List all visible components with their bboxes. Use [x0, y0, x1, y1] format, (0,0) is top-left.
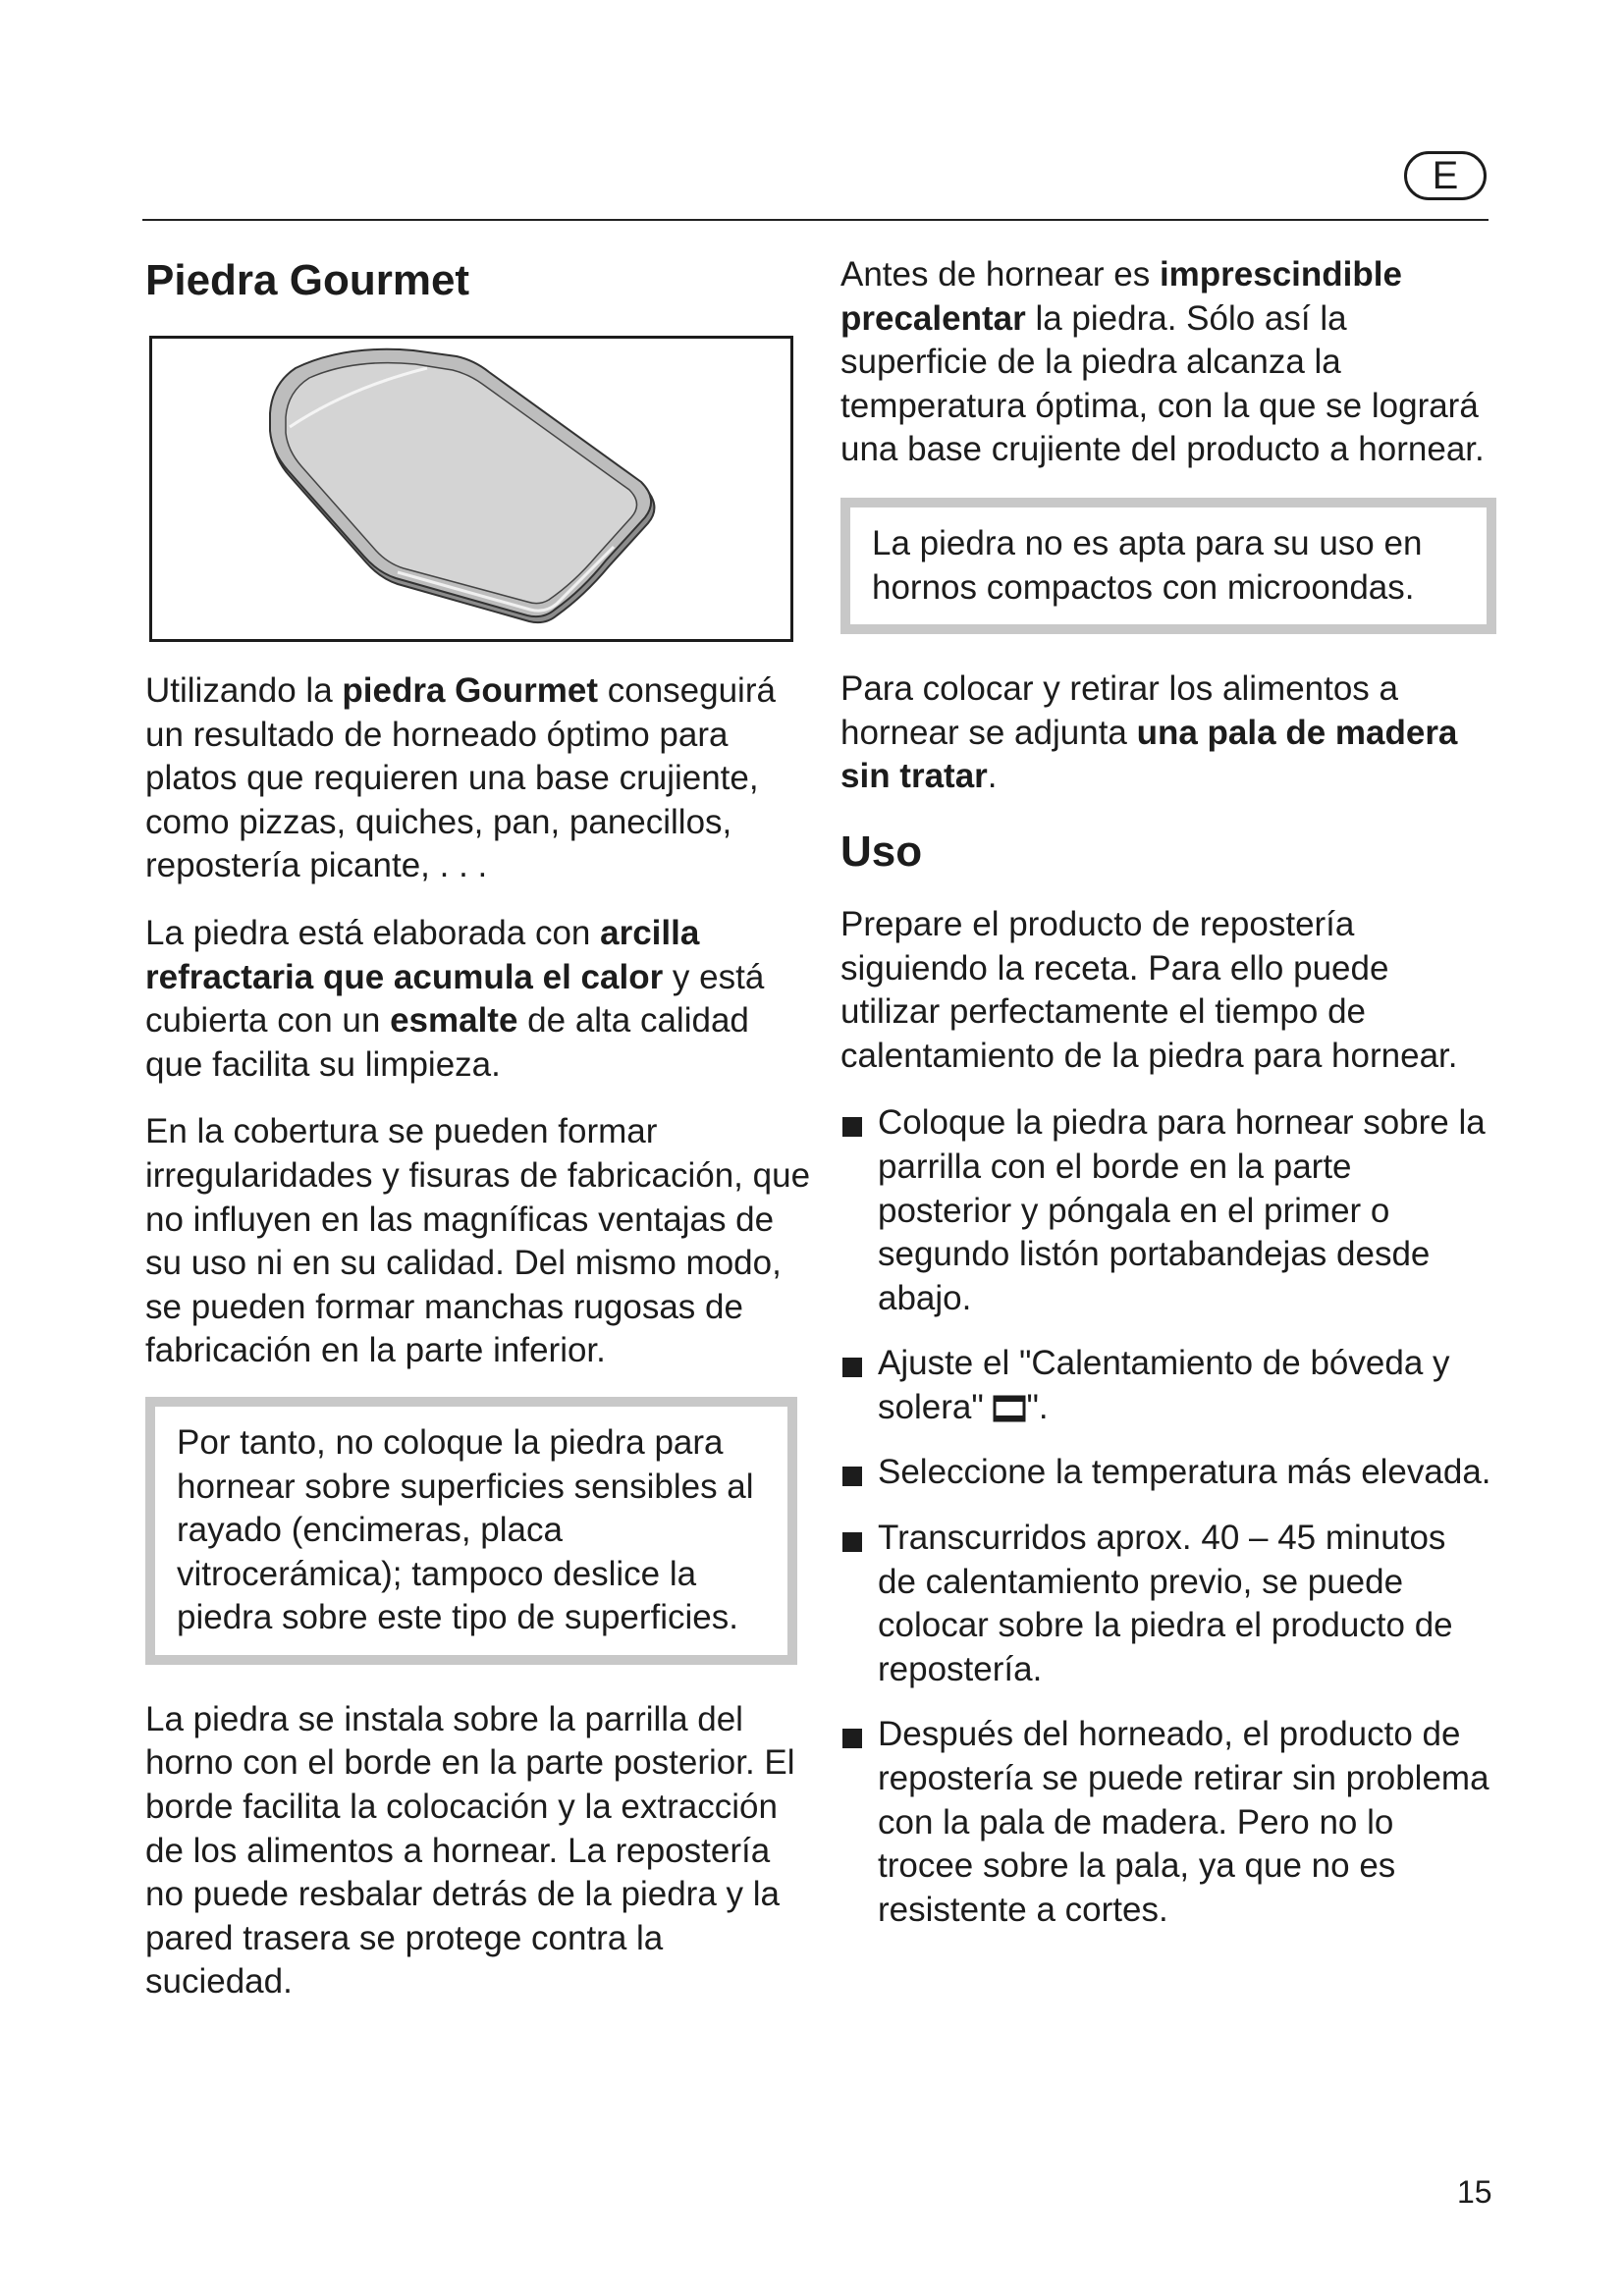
right-column [840, 253, 1493, 1953]
list-item: Después del horneado, el producto de repostería se puede retirar sin problema con la pala de madera. Pero no lo trocee sobre la pala, ya que no es resistente a cortes. [840, 1713, 1493, 1932]
preheat-paragraph: Antes de hornear es imprescindible precalentar la piedra. Sólo así la superficie de la piedra alcanza la temperatura óptima, con la que se logrará una base crujiente del producto a hornear. [840, 255, 1485, 469]
intro-paragraph: Utilizando la piedra Gourmet conseguirá un resultado de horneado óptimo para platos que requieren una base crujiente, como pizzas, quiches, pan, panecillos, repostería picante, . . . [145, 671, 776, 885]
warning-note-text: Por tanto, no coloque la piedra para hornear sobre superficies sensibles al rayado (encimeras, placa vitrocerámica); tampoco deslice la piedra sobre este tipo de superficies. [177, 1422, 754, 1637]
left-column [145, 253, 813, 2028]
uso-intro-paragraph: Prepare el producto de repostería siguiendo la receta. Para ello puede utilizar perfectamente el tiempo de calentamiento de la piedra para hornear. [840, 904, 1458, 1075]
header-rule [142, 219, 1489, 221]
bullet-square-icon [842, 1358, 862, 1377]
uso-steps-list [840, 1101, 1493, 1932]
bullet-square-icon [842, 1467, 862, 1486]
bullet-square-icon [842, 1729, 862, 1748]
page-number: 15 [1457, 2174, 1492, 2210]
section-title-uso: Uso [840, 827, 923, 876]
list-item: Coloque la piedra para hornear sobre la parrilla con el borde en la parte posterior y póngala en el primer o segundo listón portabandejas desde abajo. [840, 1101, 1493, 1320]
warning-note-microwave [840, 498, 1496, 634]
irregularities-paragraph: En la cobertura se pueden formar irregularidades y fisuras de fabricación, que no influyen en las magníficas ventajas de su uso ni en su calidad. Del mismo modo, se pueden formar manchas rugosas de fabricación en la parte inferior. [145, 1112, 811, 1370]
baking-stone-figure [149, 336, 793, 642]
list-item: Ajuste el "Calentamiento de bóveda y solera" ". [840, 1342, 1493, 1429]
bullet-square-icon [842, 1117, 862, 1137]
list-item: Transcurridos aprox. 40 – 45 minutos de calentamiento previo, se puede colocar sobre la piedra el producto de repostería. [840, 1517, 1493, 1691]
material-paragraph: La piedra está elaborada con arcilla refractaria que acumula el calor y está cubierta con un esmalte de alta calidad que facilita su limpieza. [145, 913, 765, 1084]
section-title-piedra-gourmet: Piedra Gourmet [145, 256, 470, 304]
warning-note-surfaces [145, 1397, 797, 1665]
top-bottom-heat-icon [993, 1395, 1026, 1422]
language-badge: E [1404, 151, 1487, 200]
paddle-paragraph: Para colocar y retirar los alimentos a hornear se adjunta una pala de madera sin tratar. [840, 669, 1458, 796]
list-item: Seleccione la temperatura más elevada. [840, 1451, 1493, 1495]
baking-stone-illustration [152, 339, 790, 639]
bullet-square-icon [842, 1532, 862, 1552]
installation-paragraph: La piedra se instala sobre la parrilla del horno con el borde en la parte posterior. El borde facilita la colocación y la extracción de los alimentos a hornear. La repostería no puede resbalar detrás de la piedra y la pared trasera se protege contra la suciedad. [145, 1699, 795, 2002]
warning-note-text: La piedra no es apta para su uso en hornos compactos con microondas. [872, 523, 1423, 607]
